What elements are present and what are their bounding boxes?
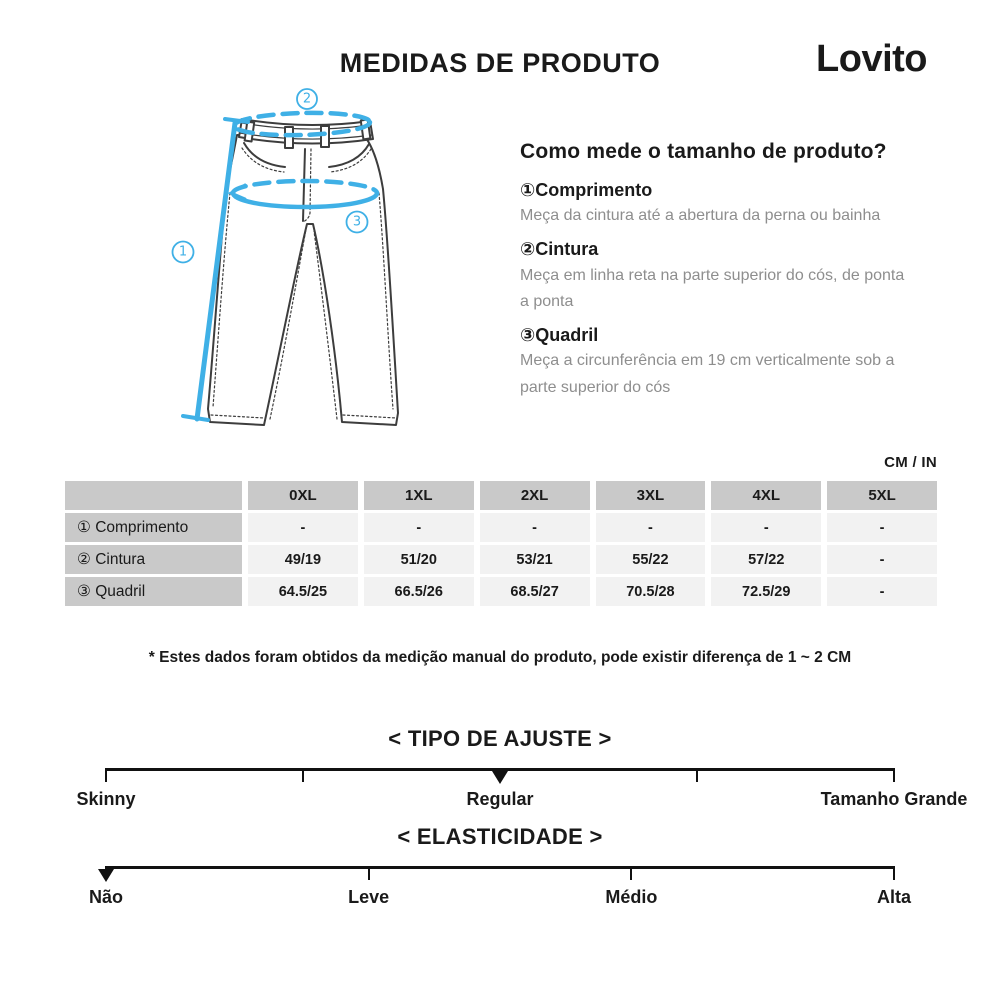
size-value-cell: - (364, 513, 474, 542)
scale-label: Não (88, 887, 124, 907)
size-value-cell: 53/21 (480, 545, 590, 574)
size-value-cell: - (480, 513, 590, 542)
scale-label: Regular (466, 789, 534, 809)
size-value-cell: 49/19 (248, 545, 358, 574)
size-value-cell: 66.5/26 (364, 577, 474, 606)
size-column-header: 4XL (711, 481, 821, 510)
scale-tick (893, 866, 895, 880)
how-to-section (520, 140, 920, 401)
measure-label-3: ③Quadril (520, 325, 599, 346)
scale-tick (302, 768, 304, 782)
table-row-label: ② Cintura (65, 545, 242, 574)
scale-marker-icon (492, 771, 508, 784)
elasticity-title: < ELASTICIDADE > (397, 824, 603, 849)
scale-tick (696, 768, 698, 782)
size-table (65, 481, 937, 606)
fit-type-scale (0, 726, 1000, 816)
footnote: * Estes dados foram obtidos da medição manual do produto, pode existir diferença de 1 ~ 2 CM (148, 649, 852, 666)
size-value-cell: - (248, 513, 358, 542)
scale-line (106, 866, 894, 869)
scale-tick (893, 768, 895, 782)
table-row-label: ③ Quadril (65, 577, 242, 606)
lovito-logo: Lovito (816, 38, 927, 80)
svg-text:2: 2 (302, 91, 312, 107)
size-value-cell: 51/20 (364, 545, 474, 574)
size-column-header: 5XL (827, 481, 937, 510)
svg-text:1: 1 (178, 244, 188, 260)
size-column-header: 3XL (596, 481, 706, 510)
fit-type-track (76, 768, 968, 816)
scale-label: Leve (348, 887, 390, 907)
scale-marker-icon (98, 869, 114, 882)
size-value-cell: 64.5/25 (248, 577, 358, 606)
scale-tick (630, 866, 632, 880)
pants-diagram (150, 85, 500, 440)
scale-label: Skinny (76, 789, 136, 809)
how-to-heading: Como mede o tamanho de produto? (520, 140, 887, 163)
scale-label: Tamanho Grande (820, 789, 968, 809)
pants-outline (208, 119, 398, 425)
elasticity-scale (0, 824, 1000, 914)
scale-label: Alta (876, 887, 912, 907)
measure-label-1: ①Comprimento (520, 180, 653, 200)
scale-label: Médio (605, 887, 658, 907)
size-column-header: 0XL (248, 481, 358, 510)
measure-desc-2: Meça em linha reta na parte superior do cós, de ponta a ponta (520, 266, 905, 310)
size-value-cell: - (711, 513, 821, 542)
how-to-items (520, 177, 920, 401)
size-value-cell: - (827, 513, 937, 542)
table-corner-cell (65, 481, 242, 510)
size-value-cell: - (596, 513, 706, 542)
measure-desc-1: Meça da cintura até a abertura da perna ou bainha (520, 207, 881, 225)
svg-text:3: 3 (352, 214, 362, 230)
table-row-label: ① Comprimento (65, 513, 242, 542)
scale-tick (368, 866, 370, 880)
unit-label: CM / IN (884, 454, 937, 471)
measure-label-2: ②Cintura (520, 239, 599, 260)
elasticity-track (88, 866, 912, 914)
size-column-header: 1XL (364, 481, 474, 510)
size-value-cell: 55/22 (596, 545, 706, 574)
size-value-cell: 72.5/29 (711, 577, 821, 606)
page-title: MEDIDAS DE PRODUTO (339, 48, 661, 78)
scale-tick (105, 768, 107, 782)
size-value-cell: - (827, 545, 937, 574)
measure-desc-3: Meça a circunferência em 19 cm verticalmente sob a parte superior do cós (520, 352, 895, 396)
size-value-cell: 70.5/28 (596, 577, 706, 606)
size-value-cell: 68.5/27 (480, 577, 590, 606)
size-value-cell: 57/22 (711, 545, 821, 574)
size-value-cell: - (827, 577, 937, 606)
size-column-header: 2XL (480, 481, 590, 510)
fit-type-title: < TIPO DE AJUSTE > (388, 726, 612, 751)
